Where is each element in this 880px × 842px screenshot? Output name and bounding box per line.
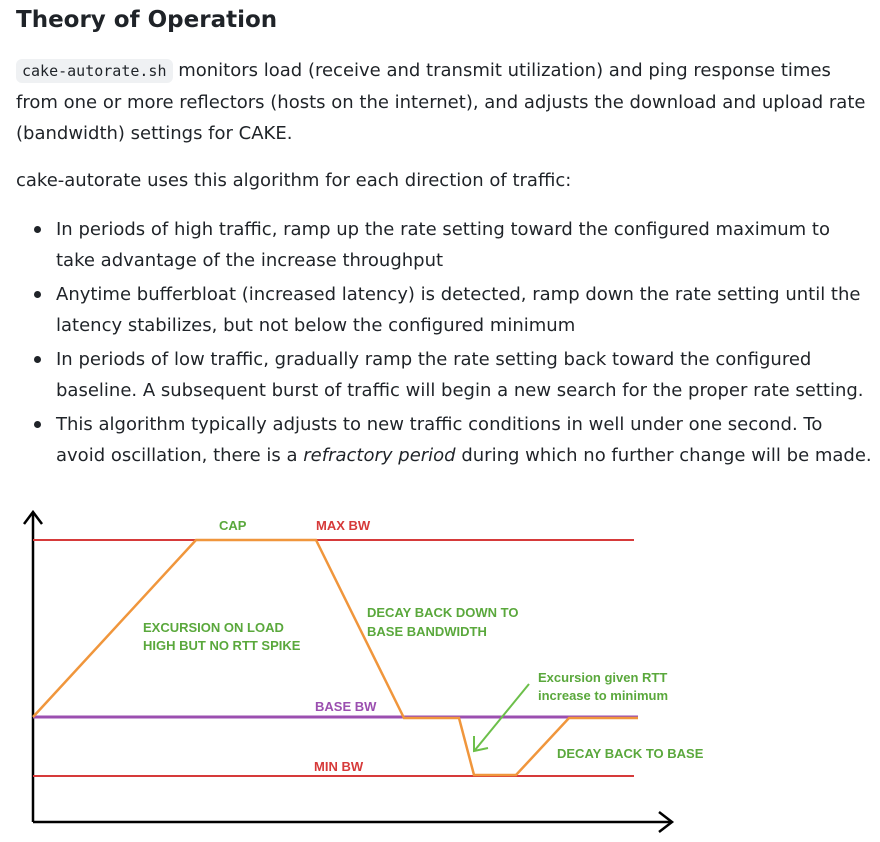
max-bw-label: MAX BW xyxy=(316,518,371,533)
bullet-icon xyxy=(34,356,41,363)
list-item xyxy=(56,344,872,406)
algorithm-intro: cake-autorate uses this algorithm for each direction of traffic: xyxy=(16,170,572,191)
list-item xyxy=(56,409,872,471)
excursion-rtt-label-1: Excursion given RTT xyxy=(538,670,668,685)
list-item-text: In periods of high traffic, ramp up the rate setting toward the configured maximum to take advantage of the increase throughput xyxy=(56,219,830,271)
list-item-text: Anytime bufferbloat (increased latency) is detected, ramp down the rate setting until the latency stabilizes, but not below the configured minimum xyxy=(56,284,861,336)
script-name-code: cake-autorate.sh xyxy=(16,59,173,83)
list-item-text-end: during which no further change will be made. xyxy=(455,445,872,466)
base-bw-label: BASE BW xyxy=(315,699,377,714)
algorithm-list xyxy=(16,214,872,474)
list-item xyxy=(56,214,872,276)
bullet-icon xyxy=(34,421,41,428)
rate-diagram xyxy=(16,500,716,840)
min-bw-label: MIN BW xyxy=(314,759,364,774)
excursion-load-label-2: HIGH BUT NO RTT SPIKE xyxy=(143,638,301,653)
bullet-icon xyxy=(34,291,41,298)
bullet-icon xyxy=(34,226,41,233)
intro-text: monitors load (receive and transmit utilization) and ping response times from one or more reflectors (hosts on the internet), and adjusts the download and upload rate (bandwidth) settings for CAKE. xyxy=(16,60,866,144)
list-item-text: In periods of low traffic, gradually ramp the rate setting back toward the configured baseline. A subsequent burst of traffic will begin a new search for the proper rate setting. xyxy=(56,349,864,401)
section-heading: Theory of Operation xyxy=(16,7,278,33)
list-item-text: This algorithm typically adjusts to new traffic conditions in well under one second. To avoid oscillation, there is a xyxy=(56,414,823,466)
decay-base-label: DECAY BACK TO BASE xyxy=(557,746,704,761)
rate-curve xyxy=(33,540,638,775)
cap-label: CAP xyxy=(219,518,247,533)
refractory-period-emphasis: refractory period xyxy=(303,445,456,466)
excursion-rtt-label-2: increase to minimum xyxy=(538,688,669,703)
list-item xyxy=(56,279,872,341)
excursion-load-label-1: EXCURSION ON LOAD xyxy=(143,620,284,635)
decay-down-label-1: DECAY BACK DOWN TO xyxy=(367,605,519,620)
decay-down-label-2: BASE BANDWIDTH xyxy=(367,624,487,639)
intro-paragraph xyxy=(16,55,872,149)
